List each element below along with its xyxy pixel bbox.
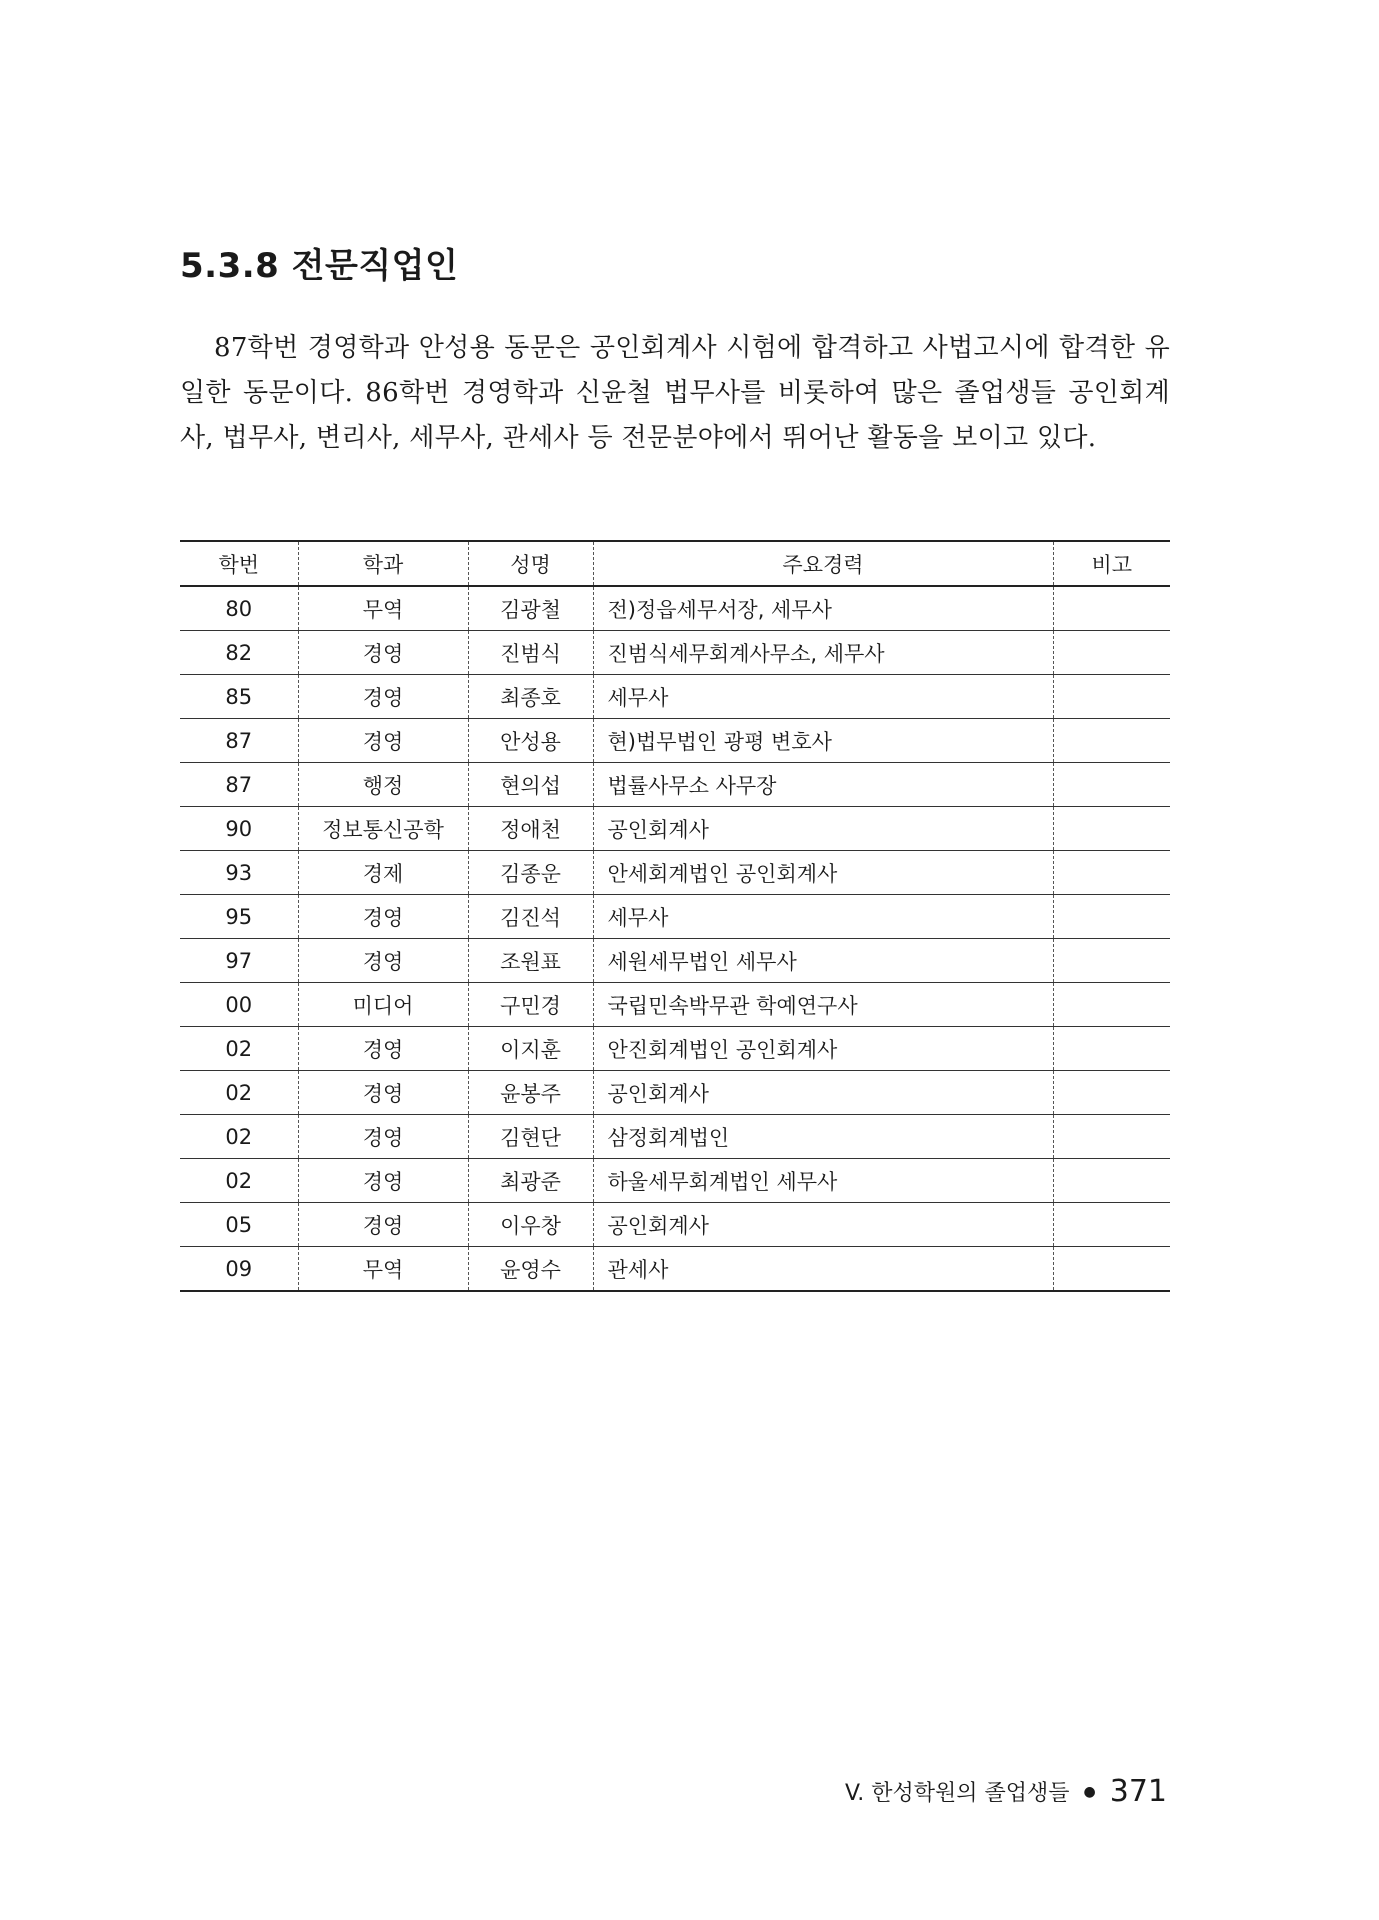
- cell-note: [1053, 1203, 1170, 1247]
- cell-name: 윤봉주: [468, 1071, 593, 1115]
- table-body: [180, 586, 1170, 1291]
- table-row: [180, 763, 1170, 807]
- cell-name: 현의섭: [468, 763, 593, 807]
- cell-name: 김종운: [468, 851, 593, 895]
- table-row: [180, 1071, 1170, 1115]
- cell-name: 이우창: [468, 1203, 593, 1247]
- cell-department: 경영: [298, 675, 468, 719]
- cell-year: 00: [180, 983, 298, 1027]
- table-row: [180, 1115, 1170, 1159]
- table-header-row: [180, 541, 1170, 586]
- cell-note: [1053, 675, 1170, 719]
- cell-department: 경영: [298, 1115, 468, 1159]
- cell-name: 김현단: [468, 1115, 593, 1159]
- cell-note: [1053, 719, 1170, 763]
- column-header: 성명: [468, 541, 593, 586]
- cell-year: 02: [180, 1027, 298, 1071]
- cell-note: [1053, 895, 1170, 939]
- table-row: [180, 807, 1170, 851]
- page-footer: [845, 1774, 1167, 1809]
- cell-year: 87: [180, 763, 298, 807]
- table-row: [180, 586, 1170, 631]
- cell-year: 90: [180, 807, 298, 851]
- cell-career: 법률사무소 사무장: [593, 763, 1053, 807]
- cell-name: 조원표: [468, 939, 593, 983]
- cell-department: 경영: [298, 719, 468, 763]
- cell-name: 김진석: [468, 895, 593, 939]
- cell-note: [1053, 851, 1170, 895]
- page-number: 371: [1109, 1774, 1167, 1809]
- column-header: 학과: [298, 541, 468, 586]
- cell-note: [1053, 1159, 1170, 1203]
- cell-career: 안진회계법인 공인회계사: [593, 1027, 1053, 1071]
- column-header: 학번: [180, 541, 298, 586]
- cell-note: [1053, 586, 1170, 631]
- cell-department: 무역: [298, 1247, 468, 1292]
- table-row: [180, 983, 1170, 1027]
- cell-note: [1053, 1247, 1170, 1292]
- cell-name: 이지훈: [468, 1027, 593, 1071]
- cell-note: [1053, 631, 1170, 675]
- cell-note: [1053, 1071, 1170, 1115]
- cell-department: 경영: [298, 631, 468, 675]
- alumni-table: [180, 540, 1170, 1292]
- cell-year: 87: [180, 719, 298, 763]
- cell-name: 윤영수: [468, 1247, 593, 1292]
- paragraph-text: 87학번 경영학과 안성용 동문은 공인회계사 시험에 합격하고 사법고시에 합격한 유일한 동문이다. 86학번 경영학과 신윤철 법무사를 비롯하여 많은 졸업생들 공인회계사, 법무사, 변리사, 세무사, 관세사 등 전문분야에서 뛰어난 활동을 보이고 있다.: [180, 333, 1170, 453]
- table-row: [180, 1203, 1170, 1247]
- section-title: 5.3.8 전문직업인: [180, 246, 459, 286]
- cell-department: 행정: [298, 763, 468, 807]
- table-row: [180, 895, 1170, 939]
- column-header: 주요경력: [593, 541, 1053, 586]
- cell-note: [1053, 983, 1170, 1027]
- cell-department: 경영: [298, 895, 468, 939]
- table-row: [180, 1247, 1170, 1292]
- cell-year: 02: [180, 1159, 298, 1203]
- cell-career: 공인회계사: [593, 1203, 1053, 1247]
- cell-name: 안성용: [468, 719, 593, 763]
- cell-name: 진범식: [468, 631, 593, 675]
- cell-name: 김광철: [468, 586, 593, 631]
- table-row: [180, 631, 1170, 675]
- cell-career: 하울세무회계법인 세무사: [593, 1159, 1053, 1203]
- cell-name: 최종호: [468, 675, 593, 719]
- cell-department: 무역: [298, 586, 468, 631]
- cell-note: [1053, 1115, 1170, 1159]
- table-header: [180, 541, 1170, 586]
- cell-year: 02: [180, 1115, 298, 1159]
- cell-department: 경영: [298, 1071, 468, 1115]
- cell-career: 공인회계사: [593, 1071, 1053, 1115]
- cell-career: 국립민속박무관 학예연구사: [593, 983, 1053, 1027]
- cell-year: 09: [180, 1247, 298, 1292]
- table-row: [180, 851, 1170, 895]
- cell-year: 97: [180, 939, 298, 983]
- cell-department: 경제: [298, 851, 468, 895]
- cell-department: 경영: [298, 1159, 468, 1203]
- cell-year: 05: [180, 1203, 298, 1247]
- cell-name: 최광준: [468, 1159, 593, 1203]
- cell-career: 진범식세무회계사무소, 세무사: [593, 631, 1053, 675]
- cell-year: 93: [180, 851, 298, 895]
- cell-year: 95: [180, 895, 298, 939]
- table-row: [180, 719, 1170, 763]
- table-row: [180, 1159, 1170, 1203]
- cell-name: 정애천: [468, 807, 593, 851]
- alumni-table-wrapper: [180, 540, 1170, 1292]
- body-paragraph: [180, 326, 1170, 461]
- column-header: 비고: [1053, 541, 1170, 586]
- cell-department: 경영: [298, 939, 468, 983]
- cell-name: 구민경: [468, 983, 593, 1027]
- cell-career: 안세회계법인 공인회계사: [593, 851, 1053, 895]
- cell-note: [1053, 807, 1170, 851]
- cell-career: 현)법무법인 광평 변호사: [593, 719, 1053, 763]
- cell-year: 82: [180, 631, 298, 675]
- cell-year: 85: [180, 675, 298, 719]
- cell-career: 공인회계사: [593, 807, 1053, 851]
- cell-career: 관세사: [593, 1247, 1053, 1292]
- cell-department: 경영: [298, 1203, 468, 1247]
- cell-year: 80: [180, 586, 298, 631]
- cell-career: 세무사: [593, 895, 1053, 939]
- table-row: [180, 939, 1170, 983]
- chapter-title: V. 한성학원의 졸업생들: [845, 1781, 1070, 1806]
- cell-department: 미디어: [298, 983, 468, 1027]
- cell-career: 전)정읍세무서장, 세무사: [593, 586, 1053, 631]
- cell-note: [1053, 1027, 1170, 1071]
- table-row: [180, 675, 1170, 719]
- cell-department: 경영: [298, 1027, 468, 1071]
- cell-career: 삼정회계법인: [593, 1115, 1053, 1159]
- cell-year: 02: [180, 1071, 298, 1115]
- cell-career: 세원세무법인 세무사: [593, 939, 1053, 983]
- table-row: [180, 1027, 1170, 1071]
- cell-note: [1053, 939, 1170, 983]
- bullet-icon: ●: [1083, 1783, 1096, 1800]
- cell-career: 세무사: [593, 675, 1053, 719]
- cell-note: [1053, 763, 1170, 807]
- cell-department: 정보통신공학: [298, 807, 468, 851]
